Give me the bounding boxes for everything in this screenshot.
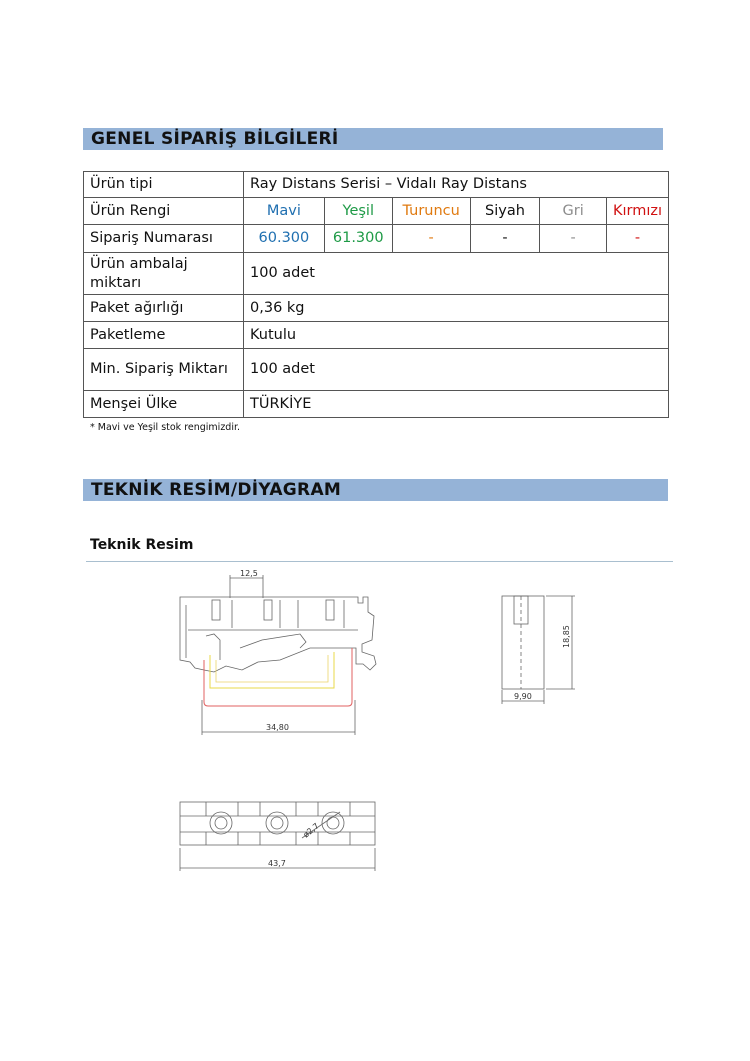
row-label: Ürün tipi [84, 172, 244, 198]
dimension-label: 34,80 [266, 723, 289, 732]
order-number-cell: - [540, 225, 607, 253]
row-label: Paketleme [84, 322, 244, 349]
subheading: Teknik Resim [90, 537, 194, 553]
rail-outline-yellow-inner [216, 655, 328, 682]
row-value: Kutulu [244, 322, 669, 349]
color-cell: Siyah [470, 198, 540, 225]
row-label: Min. Sipariş Miktarı [84, 349, 244, 391]
stock-note: * Mavi ve Yeşil stok rengimizdir. [90, 422, 241, 433]
rail-outline-yellow [210, 652, 334, 688]
order-number-cell: 61.300 [324, 225, 392, 253]
dimension-label: 9,90 [514, 692, 532, 701]
order-number-cell: - [606, 225, 668, 253]
row-label: Ürün Rengi [84, 198, 244, 225]
section-title: TEKNİK RESİM/DİYAGRAM [91, 480, 342, 500]
row-value: TÜRKİYE [244, 391, 669, 418]
row-value: 100 adet [244, 349, 669, 391]
dimension-label: 18,85 [562, 625, 571, 648]
row-label: Sipariş Numarası [84, 225, 244, 253]
section-title: GENEL SİPARİŞ BİLGİLERİ [91, 129, 339, 149]
color-cell: Mavi [244, 198, 325, 225]
order-number-cell: - [392, 225, 470, 253]
row-value: 100 adet [244, 253, 669, 295]
row-value: 0,36 kg [244, 295, 669, 322]
color-cell: Turuncu [392, 198, 470, 225]
color-cell: Yeşil [324, 198, 392, 225]
color-cell: Gri [540, 198, 607, 225]
order-number-cell: 60.300 [244, 225, 325, 253]
front-view [180, 575, 376, 735]
row-value: Ray Distans Serisi – Vidalı Ray Distans [244, 172, 669, 198]
side-view [502, 596, 575, 704]
dimension-label: 12,5 [240, 569, 258, 578]
row-label: Paket ağırlığı [84, 295, 244, 322]
row-label: Ürün ambalaj miktarı [84, 253, 244, 295]
dimension-label: ø2,7 [301, 821, 321, 840]
order-number-cell: - [470, 225, 540, 253]
dimension-label: 43,7 [268, 859, 286, 868]
color-cell: Kırmızı [606, 198, 668, 225]
row-label: Menşei Ülke [84, 391, 244, 418]
rail-outline-red [204, 648, 352, 706]
